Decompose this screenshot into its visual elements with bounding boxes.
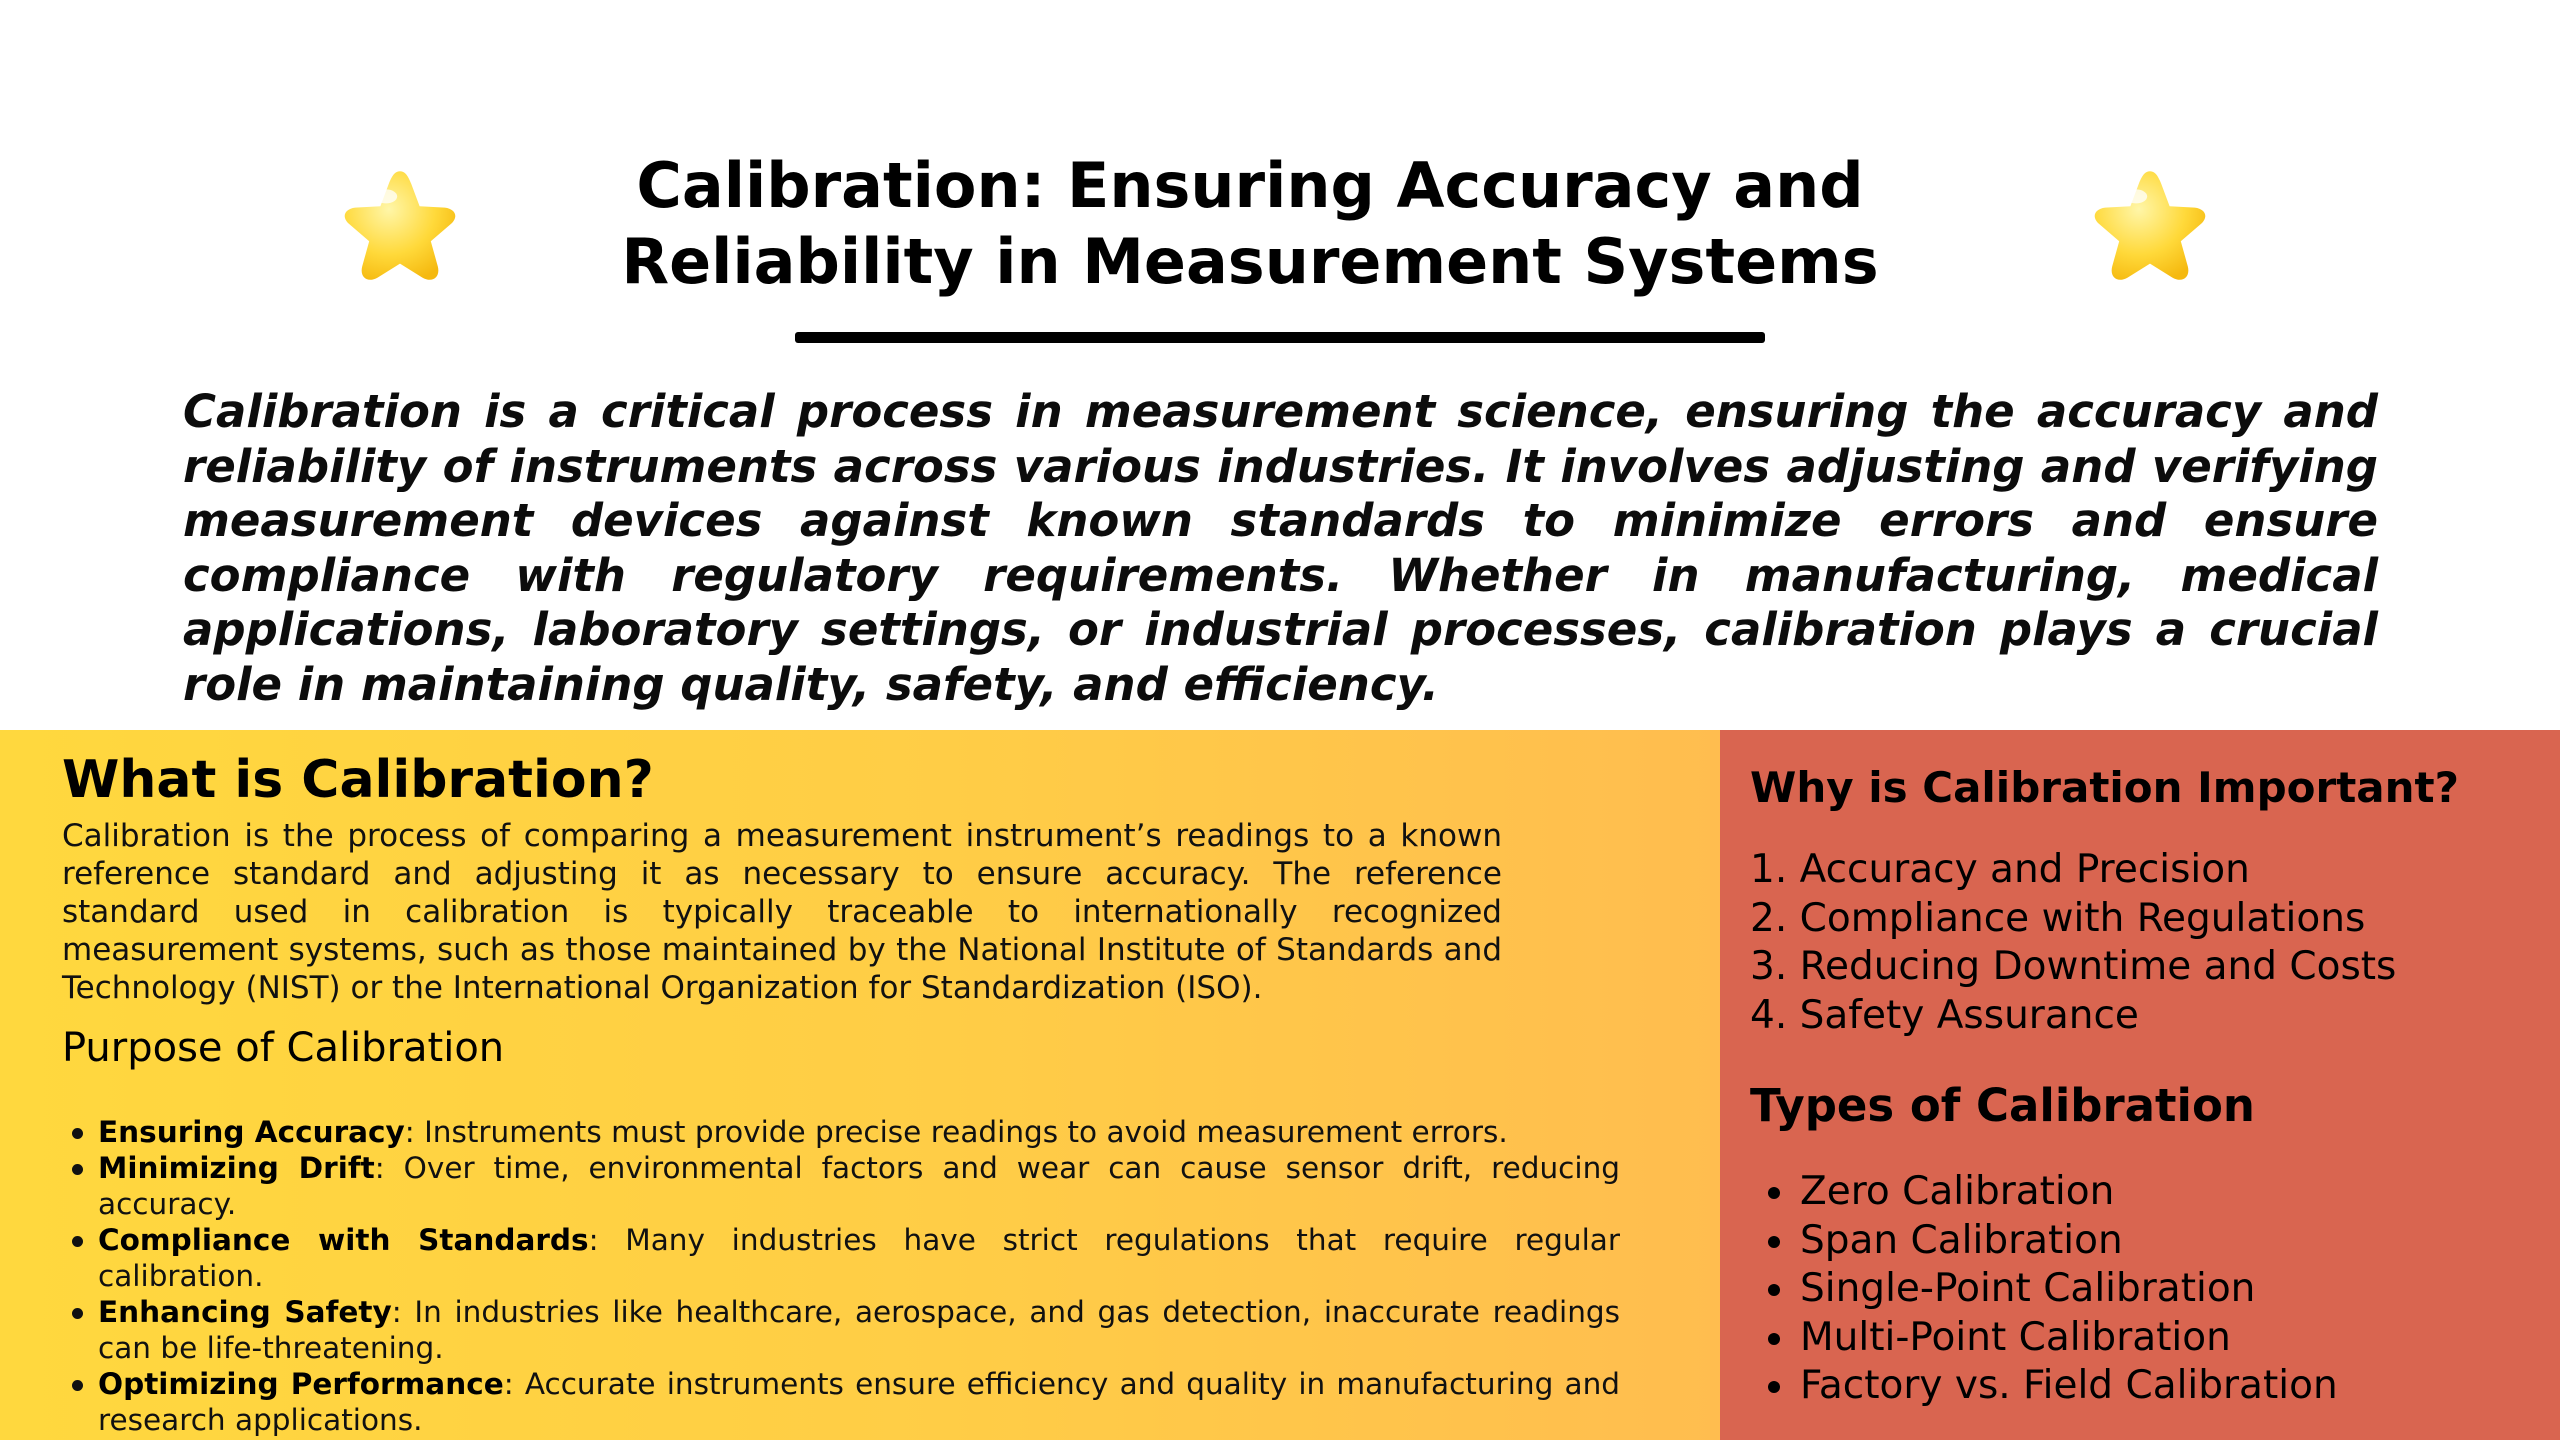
bullet-icon xyxy=(1768,1284,1780,1296)
types-heading: Types of Calibration xyxy=(1750,1079,2255,1132)
purpose-item xyxy=(98,1222,1620,1294)
purpose-term: Ensuring Accuracy xyxy=(98,1115,405,1149)
why-item: 3. Reducing Downtime and Costs xyxy=(1750,944,2397,989)
bullet-icon xyxy=(72,1380,83,1391)
types-label: Multi-Point Calibration xyxy=(1800,1314,2231,1360)
title-line-1: Calibration: Ensuring Accuracy and xyxy=(636,149,1864,222)
purpose-term: Minimizing Drift xyxy=(98,1151,375,1185)
why-list xyxy=(1750,846,2396,1040)
purpose-item xyxy=(98,1294,1620,1366)
purpose-term: Compliance with Standards xyxy=(98,1223,589,1257)
page-title xyxy=(500,148,2000,300)
bullet-icon xyxy=(1768,1333,1780,1345)
types-item xyxy=(1800,1314,2338,1363)
purpose-desc: : Accurate instruments ensure efficiency and quality in manufacturing and research applications. xyxy=(98,1367,1620,1437)
bullet-icon xyxy=(1768,1187,1780,1199)
purpose-desc: : Many industries have strict regulations that require regular calibration. xyxy=(98,1223,1620,1293)
types-label: Span Calibration xyxy=(1800,1217,2123,1263)
types-item xyxy=(1800,1362,2338,1411)
purpose-item xyxy=(98,1150,1620,1222)
what-paragraph: Calibration is the process of comparing a measurement instrument’s readings to a known reference standard and adjusting it as necessary to ensure accuracy. The reference standard used in calibration is typically traceable to internationally recognized measurement systems, such as those maintained by the National Institute of Standards and Technology (NIST) or the International Organization for Standardization (ISO). xyxy=(62,818,1502,1006)
why-item: 1. Accuracy and Precision xyxy=(1750,847,2250,892)
purpose-heading: Purpose of Calibration xyxy=(62,1025,505,1071)
star-icon xyxy=(330,160,470,300)
bullet-icon xyxy=(72,1128,83,1139)
bullet-icon xyxy=(72,1236,83,1247)
types-item xyxy=(1800,1217,2338,1266)
types-label: Factory vs. Field Calibration xyxy=(1800,1363,2338,1408)
title-underline xyxy=(795,332,1765,343)
purpose-item xyxy=(98,1114,1620,1150)
why-item: 2. Compliance with Regulations xyxy=(1750,895,2366,941)
types-label: Single-Point Calibration xyxy=(1800,1266,2256,1311)
types-item xyxy=(1800,1265,2338,1314)
purpose-term: Enhancing Safety xyxy=(98,1295,392,1329)
why-heading: Why is Calibration Important? xyxy=(1750,763,2459,812)
bullet-icon xyxy=(72,1164,83,1175)
intro-paragraph: Calibration is a critical process in measurement science, ensuring the accuracy and reliability of instruments across various industries. It involves adjusting and verifying measurement devices against known standards to minimize errors and ensure compliance with regulatory requirements. Whether in manufacturing, medical applications, laboratory settings, or industrial processes, calibration plays a crucial role in maintaining quality, safety, and efficiency. xyxy=(183,385,2378,711)
bullet-icon xyxy=(1768,1236,1780,1248)
types-label: Zero Calibration xyxy=(1800,1169,2115,1214)
types-item xyxy=(1800,1168,2338,1217)
purpose-term: Optimizing Performance xyxy=(98,1367,504,1401)
purpose-desc: : In industries like healthcare, aerospace, and gas detection, inaccurate readings can be life-threatening. xyxy=(98,1295,1620,1365)
purpose-item xyxy=(98,1366,1620,1438)
bullet-icon xyxy=(1768,1381,1780,1393)
bullet-icon xyxy=(72,1308,83,1319)
title-line-2: Reliability in Measurement Systems xyxy=(621,225,1879,298)
purpose-desc: : Instruments must provide precise readings to avoid measurement errors. xyxy=(404,1115,1508,1149)
types-list xyxy=(1800,1168,2338,1411)
why-item: 4. Safety Assurance xyxy=(1750,992,2139,1038)
purpose-list xyxy=(98,1114,1620,1438)
purpose-desc: : Over time, environmental factors and wear can cause sensor drift, reducing accuracy. xyxy=(98,1151,1621,1221)
what-heading: What is Calibration? xyxy=(62,750,654,810)
star-icon xyxy=(2080,160,2220,300)
